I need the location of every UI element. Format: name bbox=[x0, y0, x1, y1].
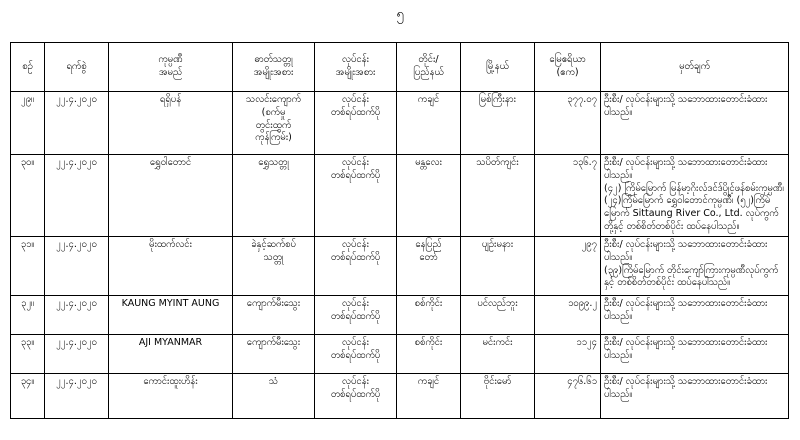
table-row bbox=[11, 373, 789, 418]
header-mineral: ဓာတ်သတ္တု အမျိုးအစား bbox=[233, 43, 315, 92]
cell-no: ၃၂။ bbox=[11, 295, 45, 334]
cell-date: ၂၂.၄.၂၀၂၀ bbox=[45, 295, 109, 334]
cell-region: ကချင် bbox=[397, 92, 461, 155]
cell-mineral: သံ bbox=[233, 373, 315, 418]
cell-township: မင်းကင်း bbox=[461, 334, 535, 373]
cell-no: ၃၀။ bbox=[11, 155, 45, 237]
table-row bbox=[11, 92, 789, 155]
mining-permits-table bbox=[10, 42, 789, 419]
cell-company: AJI MYANMAR bbox=[109, 334, 233, 373]
header-region: တိုင်း/ ပြည်နယ် bbox=[397, 43, 461, 92]
cell-company: ကောင်းထူးဟိန်း bbox=[109, 373, 233, 418]
cell-area: ၄၇၆.၆၁ bbox=[535, 373, 601, 418]
cell-remark: ဦးစီး/ လုပ်ငန်းများသို့ သဘောထားတောင်းခံထားပါသည်။ bbox=[601, 295, 789, 334]
table-header-row bbox=[11, 43, 789, 92]
cell-area: ၁၁၂၄ bbox=[535, 334, 601, 373]
cell-region: စစ်ကိုင်း bbox=[397, 334, 461, 373]
header-no: စဉ် bbox=[11, 43, 45, 92]
cell-company: KAUNG MYINT AUNG bbox=[109, 295, 233, 334]
cell-mineral: ကျောက်မီးသွေး bbox=[233, 334, 315, 373]
cell-mineral: ခဲနှင့်ဆက်စပ် သတ္တု bbox=[233, 236, 315, 295]
cell-company: ရရှိပန် bbox=[109, 92, 233, 155]
header-date: ရက်စွဲ bbox=[45, 43, 109, 92]
cell-township: ပျဉ်းမနား bbox=[461, 236, 535, 295]
cell-township: သပိတ်ကျင်း bbox=[461, 155, 535, 237]
cell-no: ၃၃။ bbox=[11, 334, 45, 373]
page-number: ၅ bbox=[396, 7, 404, 22]
cell-company: မိုးထက်လင်း bbox=[109, 236, 233, 295]
cell-township: ပင်လည်ဘူး bbox=[461, 295, 535, 334]
cell-remark: ဦးစီး/ လုပ်ငန်းများသို့ သဘောထားတောင်းခံထားပါသည်။ bbox=[601, 373, 789, 418]
cell-remark: ဦးစီး/ လုပ်ငန်းများသို့ သဘောထားတောင်းခံထားပါသည်။ (၄၂) ကြိမ်မြောက် မြန်မာ့ဂိုးလ်ဒင်ဒ်ပွိုင့်ဖန်စမ်းကုမ္ပဏီ၊ (၂၄)ကြိမ်မြောက် ရွှေဝါတောင်ကုမ္ပဏီ၊ (၅၂)ကြိမ်မြောက် Sittaung River Co., Ltd. လုပ်ကွက်တို့နှင့် တစ်စိတ်တစ်ပိုင်း ထပ်နေပါသည်။ bbox=[601, 155, 789, 237]
cell-mineral: ကျောက်မီးသွေး bbox=[233, 295, 315, 334]
cell-remark: ဦးစီး/ လုပ်ငန်းများသို့ သဘောထားတောင်းခံထားပါသည်။ (၃၉)ကြိမ်မြောက် တိုင်းကျော်ကြားကုမ္ပဏီလုပ်ကွက်နှင့် တစ်စိတ်တစ်ပိုင်း ထပ်နေပါသည်။ bbox=[601, 236, 789, 295]
cell-remark: ဦးစီး/ လုပ်ငန်းများသို့ သဘောထားတောင်းခံထားပါသည်။ bbox=[601, 334, 789, 373]
cell-business-type: လုပ်ငန်း တစ်ရပ်ထက်ပို bbox=[315, 92, 397, 155]
table-row bbox=[11, 155, 789, 237]
header-business-type: လုပ်ငန်း အမျိုးအစား bbox=[315, 43, 397, 92]
cell-township: ဗိုင်းမော် bbox=[461, 373, 535, 418]
cell-company: ရွှေဝါတောင် bbox=[109, 155, 233, 237]
cell-date: ၂၂.၄.၂၀၂၀ bbox=[45, 334, 109, 373]
cell-mineral: သလင်းကျောက် (စက်မှု တွင်းထွက် ကုန်ကြမ်း) bbox=[233, 92, 315, 155]
header-township: မြို့နယ် bbox=[461, 43, 535, 92]
cell-business-type: လုပ်ငန်း တစ်ရပ်ထက်ပို bbox=[315, 334, 397, 373]
cell-business-type: လုပ်ငန်း တစ်ရပ်ထက်ပို bbox=[315, 236, 397, 295]
header-remark: မှတ်ချက် bbox=[601, 43, 789, 92]
cell-no: ၂၉။ bbox=[11, 92, 45, 155]
cell-remark: ဦးစီး/ လုပ်ငန်းများသို့ သဘောထားတောင်းခံထားပါသည်။ bbox=[601, 92, 789, 155]
cell-date: ၂၂.၄.၂၀၂၀ bbox=[45, 155, 109, 237]
cell-region: စစ်ကိုင်း bbox=[397, 295, 461, 334]
cell-date: ၂၂.၄.၂၀၂၀ bbox=[45, 92, 109, 155]
header-company: ကုမ္ပဏီ အမည် bbox=[109, 43, 233, 92]
table-row bbox=[11, 334, 789, 373]
cell-region: မန္တလေး bbox=[397, 155, 461, 237]
header-area: မြေဧရိယာ (ဧက) bbox=[535, 43, 601, 92]
cell-date: ၂၂.၄.၂၀၂၀ bbox=[45, 236, 109, 295]
cell-business-type: လုပ်ငန်း တစ်ရပ်ထက်ပို bbox=[315, 373, 397, 418]
cell-no: ၃၄။ bbox=[11, 373, 45, 418]
cell-no: ၃၁။ bbox=[11, 236, 45, 295]
cell-area: ၃၇၇.၀၇ bbox=[535, 92, 601, 155]
cell-area: ၂၉၇ bbox=[535, 236, 601, 295]
cell-business-type: လုပ်ငန်း တစ်ရပ်ထက်ပို bbox=[315, 155, 397, 237]
cell-date: ၂၂.၄.၂၀၂၀ bbox=[45, 373, 109, 418]
cell-township: မြစ်ကြီးနား bbox=[461, 92, 535, 155]
cell-mineral: ရွှေသတ္တု bbox=[233, 155, 315, 237]
cell-region: ကချင် bbox=[397, 373, 461, 418]
table-row bbox=[11, 236, 789, 295]
cell-area: ၁၃၆.၇ bbox=[535, 155, 601, 237]
table-row bbox=[11, 295, 789, 334]
cell-region: နေပြည် တော် bbox=[397, 236, 461, 295]
cell-area: ၁၀၉၉.၂ bbox=[535, 295, 601, 334]
cell-business-type: လုပ်ငန်း တစ်ရပ်ထက်ပို bbox=[315, 295, 397, 334]
